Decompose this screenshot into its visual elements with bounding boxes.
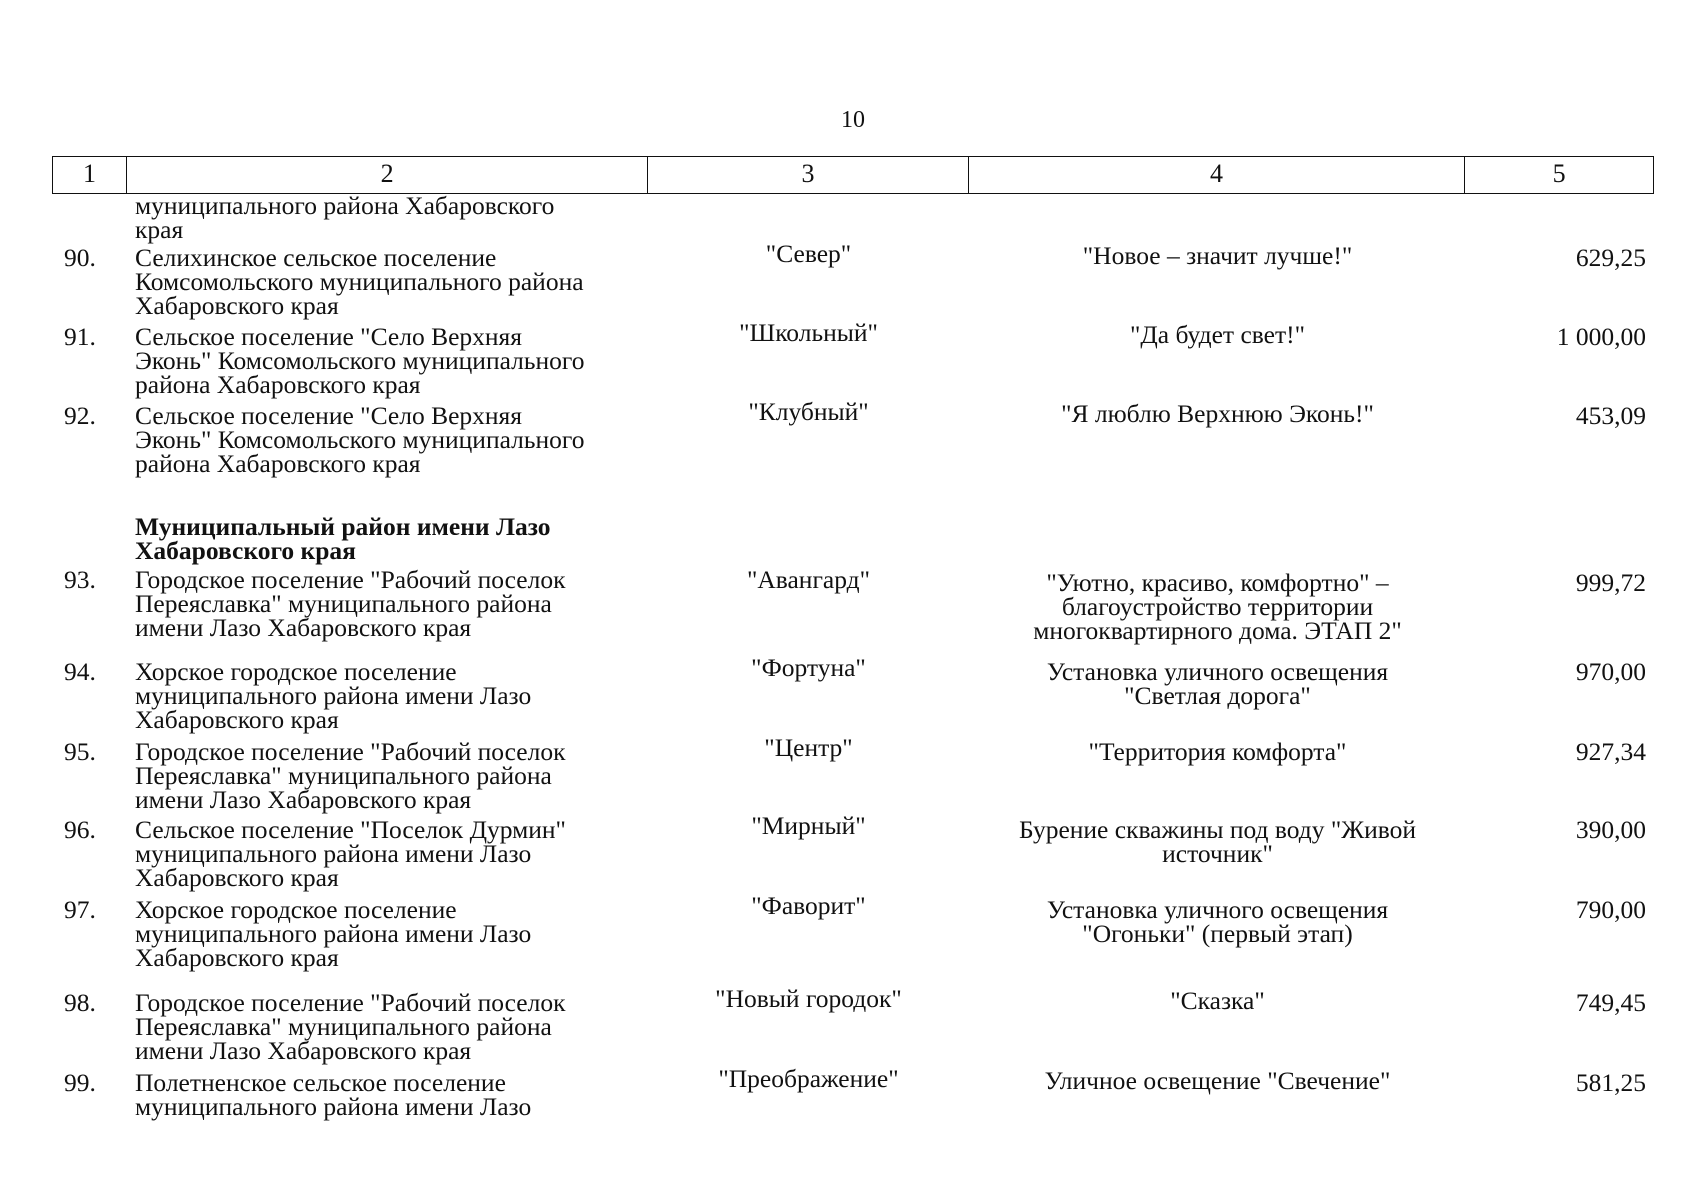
project-name [969, 568, 1466, 645]
project-name [969, 241, 1466, 270]
name-line: Эконь" Комсомольского муниципального [135, 346, 585, 375]
project-line: благоустройство территории [1061, 592, 1374, 621]
municipality-name [135, 737, 660, 814]
amount: 629,25 [1575, 243, 1646, 272]
name-line: Хабаровского края [135, 863, 339, 892]
municipality-name [135, 191, 660, 244]
name-line: района Хабаровского края [135, 449, 421, 478]
project-line: многоквартирного дома. ЭТАП 2" [1033, 616, 1402, 645]
project-line: Установка уличного освещения [1046, 657, 1389, 686]
section-title-line: Хабаровского края [135, 536, 356, 565]
name-line: Городское поселение "Рабочий поселок [135, 988, 566, 1017]
municipality-name [135, 895, 660, 972]
project-line: "Да будет свет!" [1129, 320, 1306, 349]
name-line: Эконь" Комсомольского муниципального [135, 425, 585, 454]
row-number: 91. [64, 322, 96, 351]
amount: 390,00 [1575, 815, 1646, 844]
project-line: "Светлая дорога" [1124, 681, 1311, 710]
municipality-name [135, 1068, 660, 1121]
name-line: Сельское поселение "Поселок Дурмин" [135, 815, 566, 844]
amount: 581,25 [1575, 1068, 1646, 1097]
project-name [969, 737, 1466, 766]
project-name [969, 895, 1466, 948]
name-line: Полетненское сельское поселение [135, 1068, 506, 1097]
project-line: "Я люблю Верхнюю Эконь!" [1061, 399, 1374, 428]
project-line: Установка уличного освещения [1046, 895, 1389, 924]
project-line: источник" [1162, 839, 1273, 868]
amount: 749,45 [1575, 988, 1646, 1017]
project-name [969, 815, 1466, 868]
name-line: Сельское поселение "Село Верхняя [135, 322, 522, 351]
amount: 1 000,00 [1556, 322, 1646, 351]
table-header [52, 156, 1654, 194]
municipality-name [135, 401, 660, 478]
group-name: "Преображение" [718, 1064, 899, 1093]
project-line: "Новое – значит лучше!" [1082, 241, 1353, 270]
municipality-name [135, 322, 660, 399]
row-number: 96. [64, 815, 96, 844]
name-line: имени Лазо Хабаровского края [135, 613, 472, 642]
name-line: Комсомольского муниципального района [135, 267, 584, 296]
name-line: края [135, 215, 184, 244]
group-name: "Фаворит" [751, 891, 866, 920]
group-name: "Центр" [764, 733, 853, 762]
name-line: Хорское городское поселение [135, 895, 457, 924]
name-line: Переяславка" муниципального района [135, 1012, 552, 1041]
project-name [969, 657, 1466, 710]
row-number: 97. [64, 895, 96, 924]
name-line: муниципального района имени Лазо [135, 919, 532, 948]
group-name: "Авангард" [746, 565, 871, 594]
amount: 970,00 [1575, 657, 1646, 686]
row-number: 95. [64, 737, 96, 766]
group-name: "Мирный" [751, 811, 866, 840]
group-name: "Школьный" [739, 318, 878, 347]
amount: 790,00 [1575, 895, 1646, 924]
group-name: "Фортуна" [751, 653, 866, 682]
row-number: 92. [64, 401, 96, 430]
name-line: муниципального района имени Лазо [135, 1092, 532, 1121]
project-line: "Территория комфорта" [1088, 737, 1347, 766]
name-line: Переяславка" муниципального района [135, 761, 552, 790]
row-number: 94. [64, 657, 96, 686]
header-col-1: 1 [53, 157, 127, 193]
name-line: Хабаровского края [135, 291, 339, 320]
project-name [969, 320, 1466, 349]
name-line: муниципального района имени Лазо [135, 681, 532, 710]
name-line: Городское поселение "Рабочий поселок [135, 565, 566, 594]
group-name: "Новый городок" [715, 984, 902, 1013]
name-line: муниципального района имени Лазо [135, 839, 532, 868]
header-col-2: 2 [127, 157, 648, 193]
row-number: 98. [64, 988, 96, 1017]
row-number: 93. [64, 565, 96, 594]
name-line: Хорское городское поселение [135, 657, 457, 686]
name-line: Городское поселение "Рабочий поселок [135, 737, 566, 766]
project-line: "Сказка" [1170, 986, 1265, 1015]
name-line: имени Лазо Хабаровского края [135, 785, 472, 814]
name-line: Хабаровского края [135, 943, 339, 972]
header-col-4: 4 [969, 157, 1465, 193]
project-line: Бурение скважины под воду "Живой [1018, 815, 1417, 844]
row-number: 90. [64, 243, 96, 272]
project-name [969, 399, 1466, 428]
header-col-3: 3 [648, 157, 969, 193]
municipality-name [135, 243, 660, 320]
amount: 999,72 [1575, 568, 1646, 597]
project-line: Уличное освещение "Свечение" [1044, 1066, 1391, 1095]
header-col-5: 5 [1552, 159, 1566, 188]
section-title [135, 512, 660, 565]
row-number: 99. [64, 1068, 96, 1097]
amount: 453,09 [1575, 401, 1646, 430]
page-number: 10 [841, 107, 865, 133]
project-line: "Уютно, красиво, комфортно" – [1046, 568, 1389, 597]
name-line: Переяславка" муниципального района [135, 589, 552, 618]
name-line: Селихинское сельское поселение [135, 243, 497, 272]
project-name [969, 986, 1466, 1015]
section-title-line: Муниципальный район имени Лазо [135, 512, 551, 541]
group-name: "Север" [765, 239, 852, 268]
name-line: Хабаровского края [135, 705, 339, 734]
amount: 927,34 [1575, 737, 1646, 766]
municipality-name [135, 657, 660, 734]
name-line: района Хабаровского края [135, 370, 421, 399]
name-line: муниципального района Хабаровского [135, 191, 555, 220]
project-line: "Огоньки" (первый этап) [1082, 919, 1353, 948]
group-name: "Клубный" [748, 397, 869, 426]
name-line: Сельское поселение "Село Верхняя [135, 401, 522, 430]
municipality-name [135, 988, 660, 1065]
municipality-name [135, 565, 660, 642]
project-name [969, 1066, 1466, 1095]
municipality-name [135, 815, 660, 892]
name-line: имени Лазо Хабаровского края [135, 1036, 472, 1065]
